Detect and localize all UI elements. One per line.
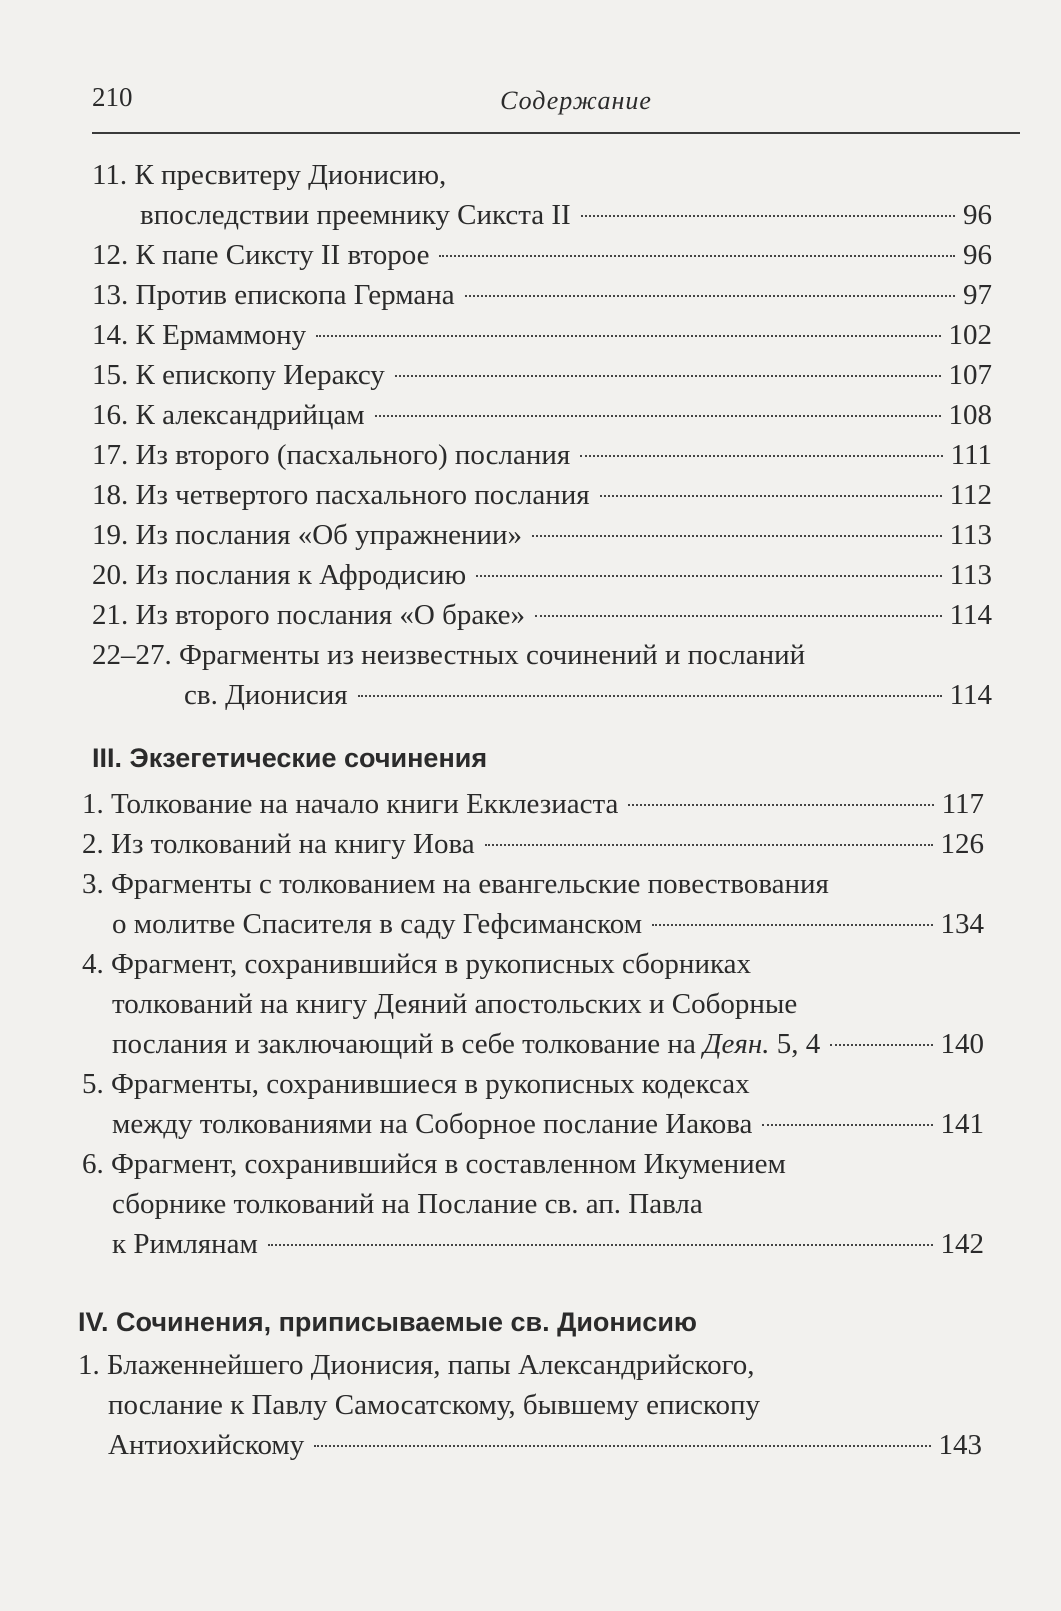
dot-leader [395,375,941,377]
entry-number: 20. [92,559,129,591]
section-heading: III. Экзегетические сочинения [92,743,488,773]
entry-number: 5. [82,1068,104,1100]
toc-entry [82,1144,984,1264]
toc-entry [92,355,992,395]
page-ref: 114 [949,679,992,711]
entry-number: 18. [92,479,129,511]
toc-entry [92,395,992,435]
entry-text: св. Дионисия [184,679,348,711]
page-ref: 97 [963,279,992,311]
bible-reference: Деян. [703,1028,770,1060]
entry-number: 1. [78,1349,100,1381]
entry-number: 15. [92,359,129,391]
entry-text: Фрагменты из неизвестных сочинений и посланий [179,639,806,671]
toc-entry [92,595,992,635]
toc-entry [92,235,992,275]
dot-leader [762,1124,932,1126]
dot-leader [465,295,955,297]
entry-text: сборнике толкований на Послание св. ап. Павла [112,1188,703,1220]
toc-entry [82,824,984,864]
entry-text: К Ермаммону [135,319,307,351]
page-ref: 141 [940,1108,984,1140]
page-ref: 96 [963,199,992,231]
dot-leader [268,1244,933,1246]
entry-number: 13. [92,279,129,311]
entry-text: К папе Сиксту II второе [135,239,430,271]
dot-leader [375,415,941,417]
dot-leader [535,615,942,617]
entry-text: Из второго послания «О браке» [135,599,525,631]
page-ref: 111 [950,439,992,471]
toc-entry [82,784,984,824]
entry-text: Из послания «Об упражнении» [135,519,523,551]
page-ref: 113 [949,559,992,591]
toc-entry [92,635,992,715]
toc-entry [82,1064,984,1144]
entry-number: 6. [82,1148,104,1180]
entry-number: 14. [92,319,129,351]
entry-text: 5, 4 [769,1028,821,1060]
entry-number: 19. [92,519,129,551]
dot-leader [628,804,933,806]
toc-entry [92,515,992,555]
dot-leader [600,495,942,497]
page-ref: 140 [940,1028,984,1060]
entry-number: 22–27. [92,639,172,671]
entry-text: Из толкований на книгу Иова [111,828,475,860]
entry-text: между толкованиями на Соборное послание Иакова [112,1108,753,1140]
dot-leader [316,335,940,337]
toc-entry [82,944,984,1064]
page-ref: 112 [949,479,992,511]
entry-text: Из послания к Афродисию [135,559,467,591]
page-ref: 117 [941,788,984,820]
entry-text: Из второго (пасхального) послания [135,439,571,471]
entry-text: к Римлянам [112,1228,258,1260]
page-ref: 134 [940,908,984,940]
section-heading: IV. Сочинения, приписываемые св. Дионисию [78,1307,697,1337]
entry-text: К александрийцам [135,399,365,431]
dot-leader [439,255,955,257]
toc-entry [92,315,992,355]
entry-number: 11. [92,159,128,191]
page-ref: 113 [949,519,992,551]
entry-text: К епископу Иераксу [135,359,385,391]
entry-text: Фрагмент, сохранившийся в составленном Икумением [111,1148,786,1180]
page-header [92,80,1020,134]
page-ref: 126 [940,828,984,860]
entry-text: К пресвитеру Дионисию, [134,159,447,191]
entry-number: 2. [82,828,104,860]
running-title: Содержание [500,86,652,115]
toc-entry [92,155,992,235]
entry-text: впоследствии преемнику Сикста II [140,199,571,231]
entry-number: 12. [92,239,129,271]
page-ref: 108 [948,399,992,431]
entry-number: 17. [92,439,129,471]
dot-leader [485,844,933,846]
entry-text: Против епископа Германа [135,279,455,311]
entry-text: толкований на книгу Деяний апостольских и Соборные [112,988,798,1020]
page-number: 210 [92,82,133,112]
entry-text: Антиохийскому [108,1429,305,1461]
dot-leader [532,535,942,537]
dot-leader [358,695,942,697]
entry-number: 21. [92,599,129,631]
entry-number: 1. [82,788,104,820]
toc-entry [92,555,992,595]
page-ref: 114 [949,599,992,631]
dot-leader [580,455,942,457]
toc-entry [92,435,992,475]
toc-entry [78,1345,982,1465]
entry-text: о молитве Спасителя в саду Гефсиманском [112,908,643,940]
dot-leader [581,215,955,217]
page-ref: 107 [948,359,992,391]
dot-leader [314,1445,930,1447]
entry-text: послания и заключающий в себе толкование на [112,1028,704,1060]
page-ref: 102 [948,319,992,351]
toc-entry [92,275,992,315]
toc-entry [92,475,992,515]
page-ref: 96 [963,239,992,271]
entry-text: Фрагменты с толкованием на евангельские повествования [111,868,829,900]
entry-number: 4. [82,948,104,980]
entry-text: Фрагмент, сохранившийся в рукописных сборниках [111,948,751,980]
dot-leader [652,924,932,926]
entry-number: 3. [82,868,104,900]
entry-number: 16. [92,399,129,431]
entry-text: Из четвертого пасхального послания [135,479,590,511]
page-ref: 143 [938,1429,982,1461]
page-ref: 142 [940,1228,984,1260]
entry-text: послание к Павлу Самосатскому, бывшему епископу [108,1389,761,1421]
entry-text: Фрагменты, сохранившиеся в рукописных кодексах [111,1068,750,1100]
dot-leader [830,1044,932,1046]
entry-text: Блаженнейшего Дионисия, папы Александрийского, [107,1349,755,1381]
entry-text: Толкование на начало книги Екклезиаста [111,788,619,820]
toc-entry [82,864,984,944]
dot-leader [476,575,941,577]
